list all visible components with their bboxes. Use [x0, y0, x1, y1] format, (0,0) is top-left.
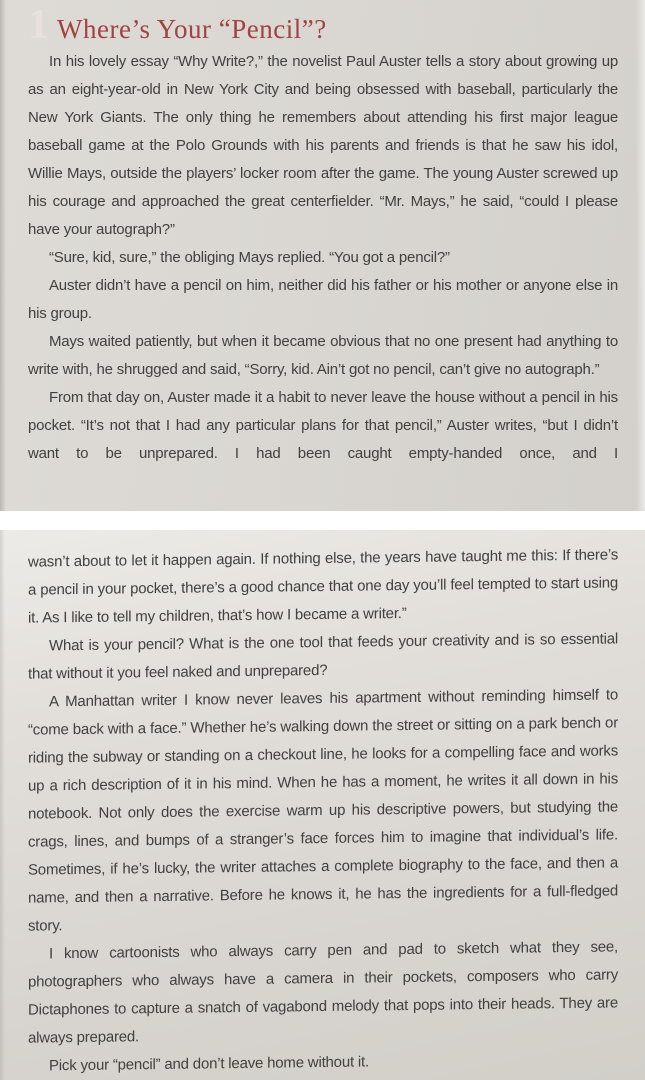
paragraph: I know cartoonists who always carry pen and pad to sketch what they see, photographers who always have a camera in their pockets, composers who carry Dictaphones to capture a snatch of vagabond melody that pops into their heads. They are always prepared. — [28, 938, 618, 1047]
paragraph: Pick your “pencil” and don’t leave home without it. — [49, 1053, 369, 1075]
paragraph: In his lovely essay “Why Write?,” the novelist Paul Auster tells a story about growing up as an eight-year-old in New York City and being obsessed with baseball, particularly the New York Giants. The only thing he remembers about attending his first major league baseball game at the Polo Grounds with his parents and friends is that he saw his idol, Willie Mays, outside the players’ locker room after the game. The young Auster screwed up his courage and approached the great centerfielder. “Mr. Mays,” he said, “could I please have your autograph?” — [28, 53, 618, 238]
top-page-content — [0, 0, 645, 468]
bottom-page-content — [0, 530, 645, 1080]
paragraph: Mays waited patiently, but when it became obvious that no one present had anything to write with, he shrugged and said, “Sorry, kid. Ain’t got no pencil, can’t give no autograph.” — [28, 333, 618, 378]
book-page-photo-bottom — [0, 530, 645, 1080]
chapter-title: Where’s Your “Pencil”? — [57, 14, 327, 44]
paragraph: A Manhattan writer I know never leaves his apartment without reminding himself to “come back with a face.” Whether he’s walking down the street or sitting on a park bench or riding the subway or standing on a checkout line, he looks for a compelling face and works up a rich description of it in his mind. When he has a moment, he writes it all down in his notebook. Not only does the exercise warm up his descriptive powers, but studying the crags, lines, and bumps of a stranger’s face forces him to imagine that individual’s life. Sometimes, if he’s lucky, the writer attaches a complete biography to the face, and then a name, and then a narrative. Before he knows it, he has the ingredients for a full-fledged story. — [28, 686, 618, 935]
paragraph: Auster didn’t have a pencil on him, neither did his father or his mother or anyone else in his group. — [28, 277, 618, 322]
paragraph: “Sure, kid, sure,” the obliging Mays replied. “You got a pencil?” — [49, 249, 450, 266]
photo-gap — [0, 511, 645, 530]
paragraph: From that day on, Auster made it a habit to never leave the house without a pencil in his pocket. “It’s not that I had any particular plans for that pencil,” Auster writes, “but I didn’t want to be unprepared. I had been caught empty-handed once, and I — [28, 389, 618, 462]
book-page-photo-top — [0, 0, 645, 511]
paragraph: What is your pencil? What is the one tool that feeds your creativity and is so essential that without it you feel naked and unprepared? — [28, 630, 618, 683]
chapter-number: 1 — [28, 2, 49, 48]
chapter-heading — [28, 0, 618, 46]
paragraph: wasn’t about to let it happen again. If nothing else, the years have taught me this: If there’s a pencil in your pocket, there’s a good chance that one day you’ll feel tempted to start using it. As I like to tell my children, that’s how I became a writer.” — [28, 546, 618, 627]
